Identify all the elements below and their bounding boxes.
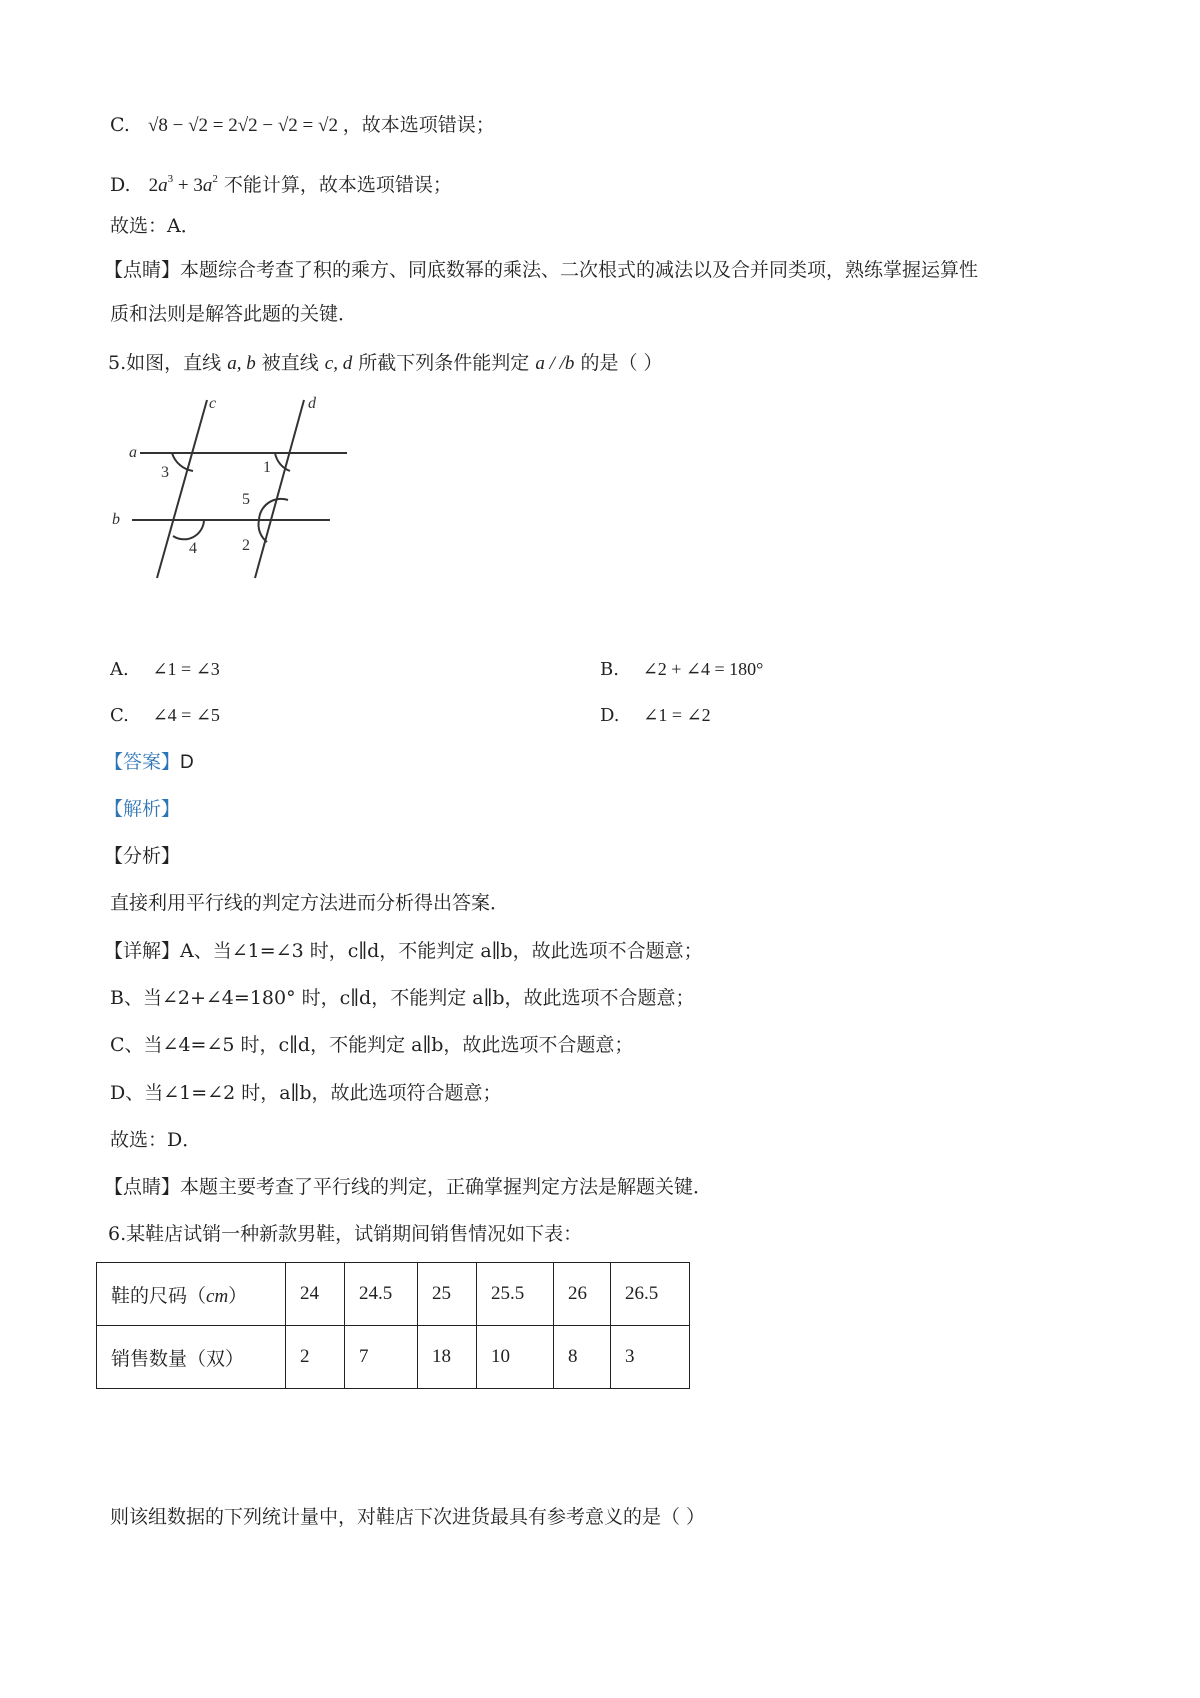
dianjing-5-line [104, 1174, 712, 1200]
dianjing-4-tag: 【点睛】 [104, 259, 181, 281]
count-cell: 2 [286, 1326, 345, 1389]
question-5 [108, 350, 663, 377]
q5-mid2: 所截下列条件能判定 [358, 352, 530, 374]
size-cell: 25.5 [477, 1263, 554, 1326]
label-5: 5 [242, 491, 250, 508]
count-cell: 8 [554, 1326, 611, 1389]
q5-mid: 被直线 [261, 352, 319, 374]
label-2: 2 [242, 537, 250, 554]
label-c: c [209, 395, 217, 412]
size-cell: 26 [554, 1263, 611, 1326]
solution-line-c [110, 112, 495, 139]
choose-a-line: 故选：A． [110, 215, 200, 237]
q5-lines-ab: a, b [227, 353, 256, 374]
label-3: 3 [161, 464, 169, 481]
label-b: b [112, 511, 120, 528]
sqrt-expression-text: √8 − √2 = 2√2 − √2 = √2 [147, 115, 338, 136]
xiangjie-a-text: A、当∠1=∠3 时，c∥d，不能判定 a∥b，故此选项不合题意； [180, 940, 703, 962]
dianjing-5-text: 本题主要考查了平行线的判定，正确掌握判定方法是解题关键． [180, 1176, 713, 1198]
solution-line-d [110, 172, 452, 199]
answer-value: D [180, 752, 194, 773]
xiangjie-a-line [104, 938, 703, 964]
option-b-expr: ∠2 + ∠4 = 180° [642, 659, 764, 679]
size-cell: 25 [418, 1263, 477, 1326]
dianjing-4-text-a: 本题综合考查了积的乘方、同底数幂的乘法、二次根式的减法以及合并同类项，熟练掌握运算性 [180, 259, 979, 281]
answer-tag: 【答案】 [104, 751, 181, 773]
option-b-label: B. [600, 659, 619, 680]
q5-parallel: a / /b [535, 353, 575, 374]
count-cell: 10 [477, 1326, 554, 1389]
q5-pre: 5.如图，直线 [108, 352, 222, 374]
count-cell: 18 [418, 1326, 477, 1389]
dianjing-5-tag: 【点睛】 [104, 1176, 181, 1198]
size-cell: 26.5 [611, 1263, 690, 1326]
option-b[interactable] [600, 659, 763, 680]
xiangjie-c-text: C、当∠4=∠5 时，c∥d，不能判定 a∥b，故此选项不合题意； [110, 1034, 634, 1056]
option-a[interactable] [110, 659, 220, 680]
count-cell: 7 [345, 1326, 418, 1389]
line-d [255, 400, 304, 578]
fenxi-text: 直接利用平行线的判定方法进而分析得出答案． [110, 892, 510, 914]
option-d-expr: ∠1 = ∠2 [643, 705, 711, 725]
option-c-label: C. [110, 114, 130, 136]
label-a: a [129, 444, 137, 461]
row-head-sizes [97, 1263, 286, 1326]
sqrt-expression [148, 115, 343, 136]
label-d: d [308, 395, 316, 412]
option-c-expr: ∠4 = ∠5 [152, 705, 220, 725]
option-a-label: A. [110, 659, 129, 680]
count-cell: 3 [611, 1326, 690, 1389]
parallel-lines-figure [112, 395, 372, 630]
q5-end: 的是（ ） [580, 352, 663, 374]
jiexi-tag: 【解析】 [104, 798, 181, 820]
xiangjie-d-text: D、当∠1=∠2 时，a∥b，故此选项符合题意； [110, 1082, 502, 1104]
question-6-title: 6.某鞋店试销一种新款男鞋，试销期间销售情况如下表： [108, 1223, 583, 1245]
option-c-label: C. [110, 705, 129, 726]
table-row-counts [97, 1326, 690, 1389]
line-c [157, 400, 207, 578]
row-head-sizes-unit: cm [206, 1285, 229, 1307]
label-1: 1 [263, 459, 271, 476]
option-d-label: D. [600, 705, 620, 726]
label-4: 4 [189, 540, 197, 557]
row-head-counts: 销售数量（双） [97, 1326, 286, 1389]
polynomial-expression: $2a^3 + 3a^2$ [148, 173, 218, 196]
answer-line [104, 749, 194, 776]
option-c[interactable] [110, 705, 220, 726]
q5-lines-cd: c, d [324, 353, 353, 374]
line-c-tail: ，故本选项错误； [342, 114, 495, 136]
option-d-label: D. [110, 174, 131, 196]
xiangjie-b-text: B、当∠2+∠4=180° 时，c∥d，不能判定 a∥b，故此选项不合题意； [110, 987, 695, 1009]
dianjing-4-line1 [104, 257, 978, 283]
option-d[interactable] [600, 705, 711, 726]
option-a-expr: ∠1 = ∠3 [152, 659, 220, 679]
angle-4-arc [173, 520, 204, 539]
shoe-sales-table [96, 1262, 690, 1389]
size-cell: 24.5 [345, 1263, 418, 1326]
fenxi-tag: 【分析】 [104, 845, 181, 867]
line-d-tail: 不能计算，故本选项错误； [223, 174, 452, 196]
size-cell: 24 [286, 1263, 345, 1326]
choose-d-line: 故选：D． [110, 1129, 202, 1151]
row-head-sizes-post: ） [228, 1284, 248, 1307]
row-head-sizes-pre: 鞋的尺码（ [111, 1284, 207, 1307]
question-6-ask: 则该组数据的下列统计量中，对鞋店下次进货最具有参考意义的是（ ） [110, 1506, 706, 1528]
xiangjie-tag: 【详解】 [104, 940, 181, 962]
table-row-sizes [97, 1263, 690, 1326]
dianjing-4-line2: 质和法则是解答此题的关键． [110, 303, 358, 325]
